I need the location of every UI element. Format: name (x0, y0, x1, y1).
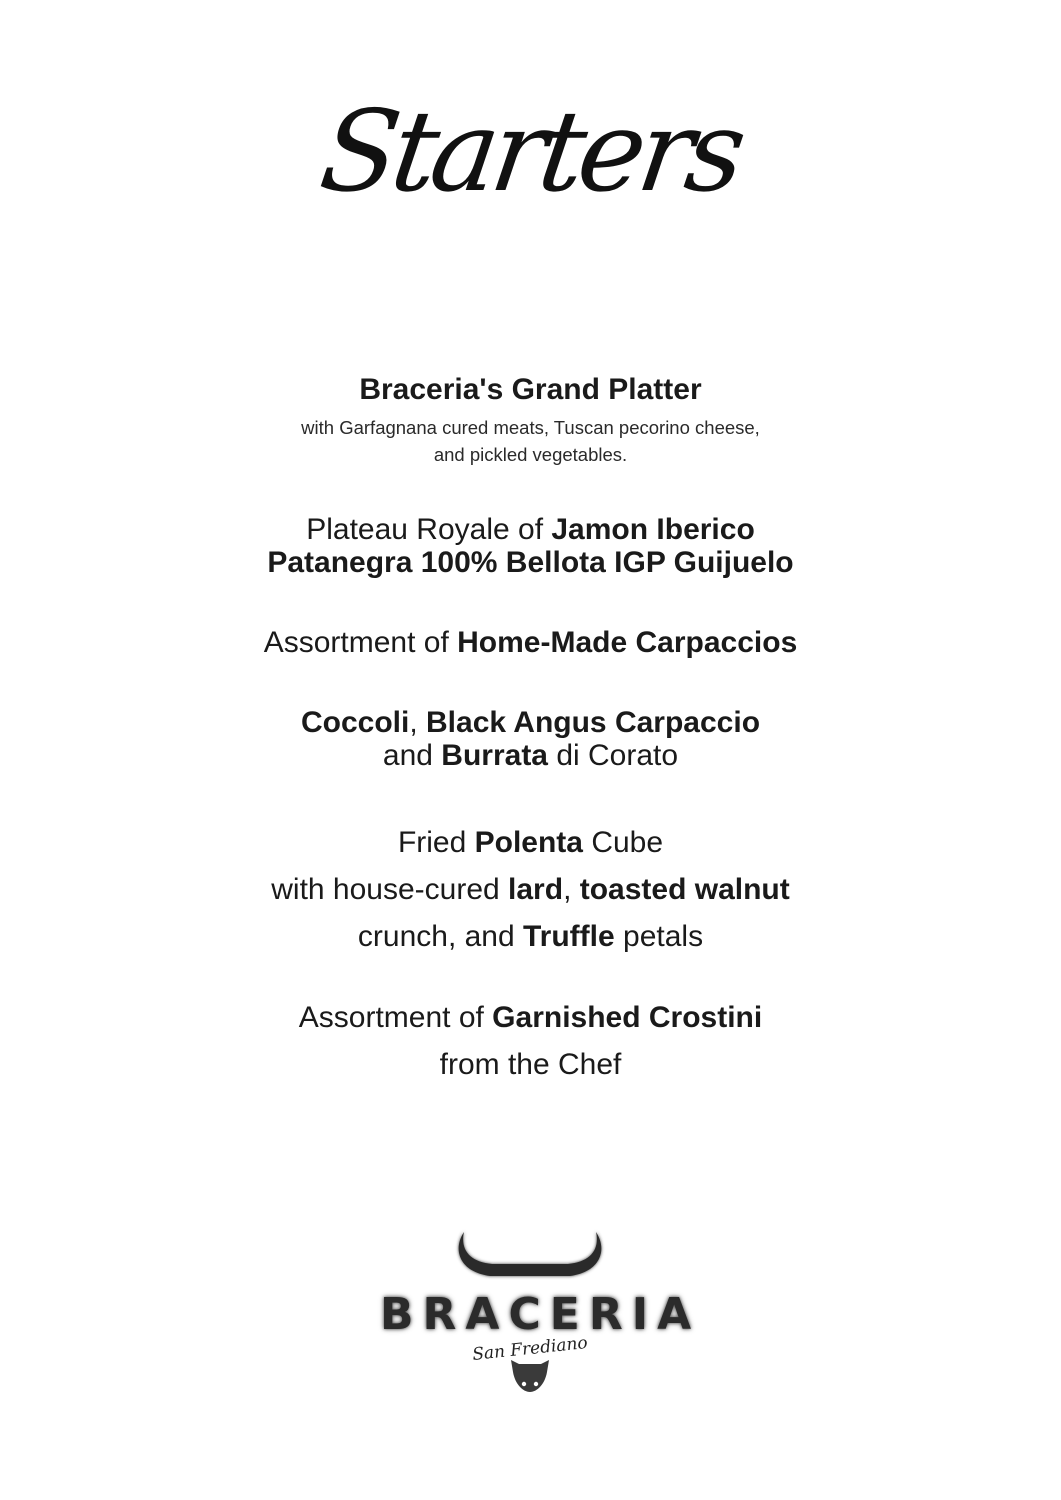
menu-text-bold: Polenta (474, 826, 583, 859)
menu-text-bold: Coccoli (300, 706, 410, 739)
menu-text: , (563, 873, 580, 906)
menu-text-bold: Burrata (441, 739, 548, 772)
menu-text: Cube (582, 826, 664, 859)
menu-item-line (0, 706, 1061, 739)
menu-item-line (0, 994, 1061, 1041)
menu-text: crunch, and (357, 920, 524, 953)
menu-text: Assortment of (298, 1001, 493, 1034)
menu-item-crostini (0, 994, 1061, 1088)
starters-menu (0, 370, 1061, 1088)
menu-text: Fried (397, 826, 475, 859)
menu-text: with house-cured (271, 873, 509, 906)
menu-text: from the Chef (439, 1048, 622, 1081)
menu-item-line (0, 819, 1061, 866)
menu-text-bold: Black Angus Carpaccio (426, 706, 761, 739)
menu-item-line (0, 866, 1061, 913)
menu-text-bold: Jamon Iberico (551, 513, 755, 546)
menu-text-bold: toasted walnut (579, 873, 790, 906)
menu-item-polenta (0, 819, 1061, 960)
menu-item-line (0, 739, 1061, 772)
menu-text: Assortment of (263, 626, 458, 659)
menu-item-grand-platter (0, 370, 1061, 468)
menu-item-title: Braceria's Grand Platter (359, 373, 702, 406)
menu-item-line (0, 513, 1061, 546)
menu-item-description-line: with Garfagnana cured meats, Tuscan pecorino cheese, (301, 417, 760, 438)
menu-item-line (0, 546, 1061, 579)
menu-text: and (382, 739, 442, 772)
menu-item-line (0, 1041, 1061, 1088)
page-title: Starters (313, 87, 748, 217)
menu-text-bold: Home-Made Carpaccios (457, 626, 798, 659)
menu-text-bold: Patanegra 100% Bellota IGP Guijuelo (267, 546, 794, 579)
menu-text-bold: Garnished Crostini (492, 1001, 763, 1034)
bull-head-icon (507, 1356, 553, 1394)
menu-item-line (0, 626, 1061, 659)
menu-text: , (409, 706, 427, 739)
menu-item-coccoli (0, 706, 1061, 772)
menu-item-line (0, 913, 1061, 960)
menu-text: petals (614, 920, 704, 953)
menu-item-description (0, 414, 1061, 468)
braceria-logo (380, 1228, 701, 1400)
menu-item-description-line: and pickled vegetables. (433, 444, 628, 465)
menu-text: di Corato (548, 739, 679, 772)
logo-subtitle: San Frediano (471, 1333, 589, 1365)
bull-horns-icon (450, 1228, 610, 1292)
menu-text: Plateau Royale of (306, 513, 552, 546)
menu-item-carpaccios (0, 626, 1061, 659)
menu-text-bold: Truffle (523, 920, 615, 953)
menu-item-jamon-iberico (0, 513, 1061, 579)
logo-wordmark: BRACERIA (380, 1289, 701, 1340)
menu-text-bold: lard (508, 873, 564, 906)
